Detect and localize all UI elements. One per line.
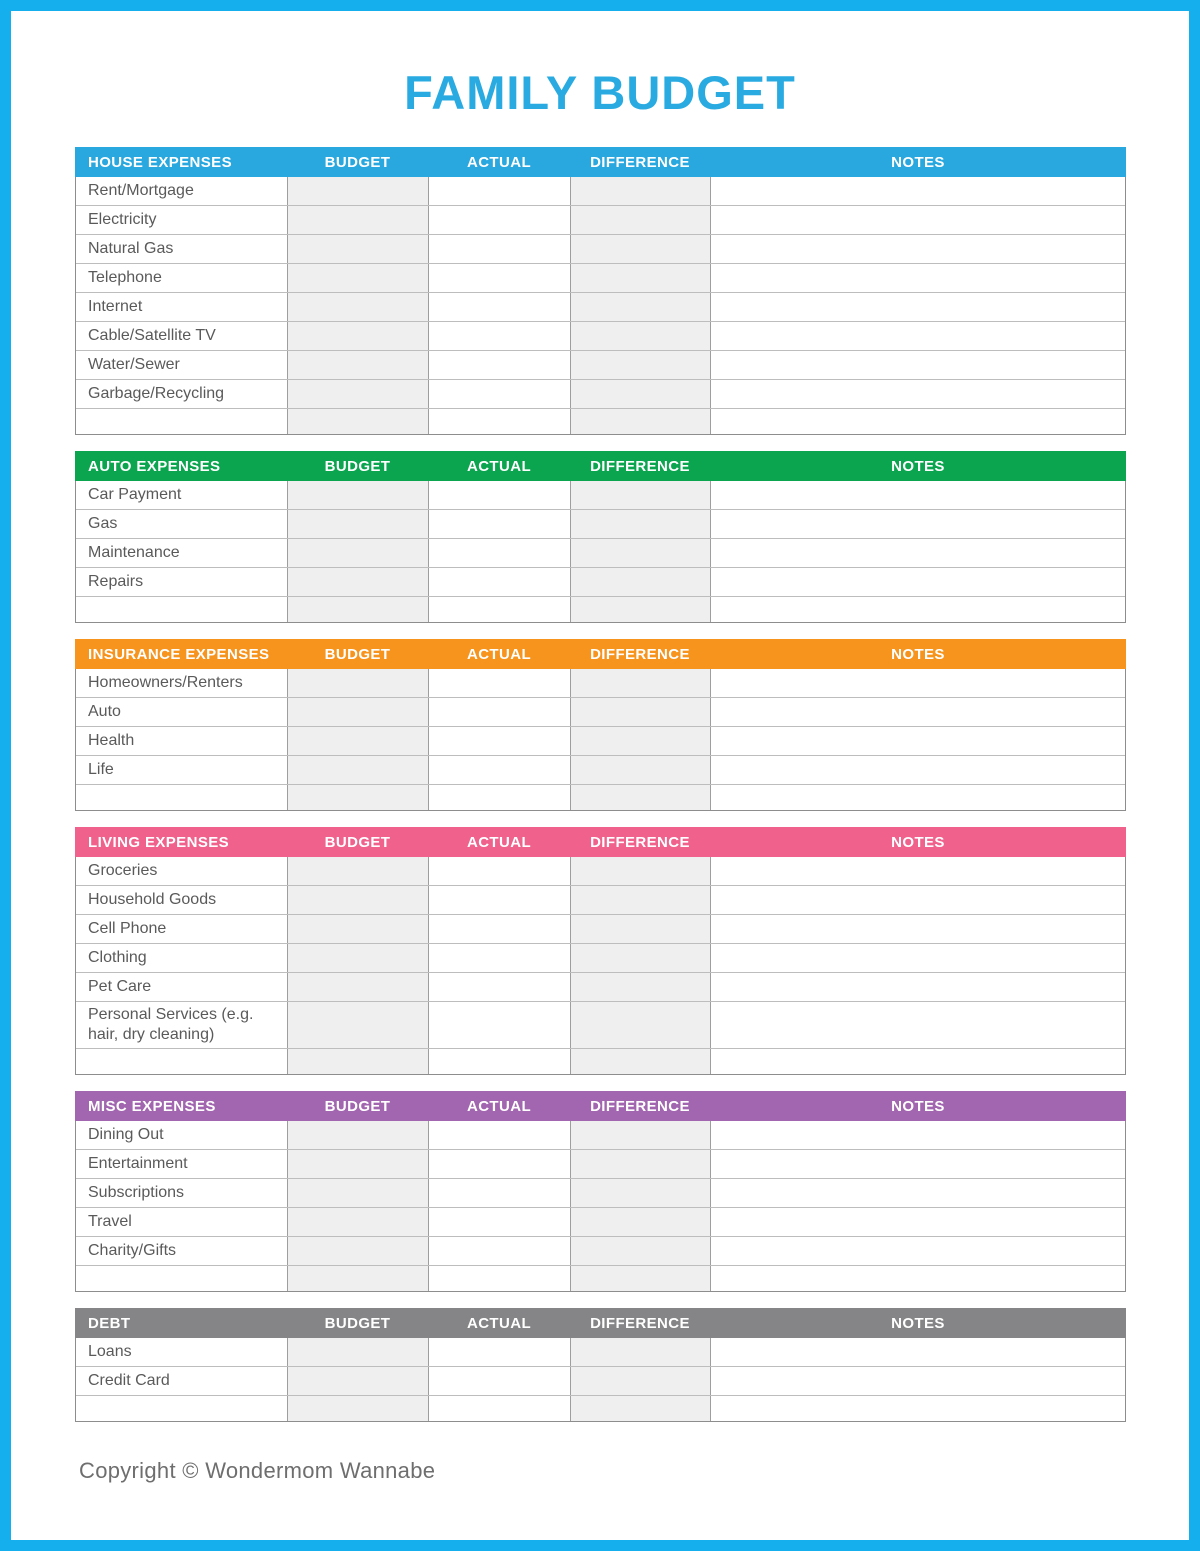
category-cell: Personal Services (e.g. hair, dry cleaning): [76, 1002, 288, 1048]
section-title: AUTO EXPENSES: [88, 457, 221, 475]
section-title: HOUSE EXPENSES: [88, 153, 232, 171]
category-cell: Water/Sewer: [76, 351, 288, 379]
budget-cell: [288, 944, 429, 972]
difference-cell: [571, 944, 711, 972]
empty-row: [76, 1266, 1125, 1291]
category-cell: Groceries: [76, 857, 288, 885]
expense-row: [76, 1121, 1125, 1150]
column-header-difference: DIFFERENCE: [590, 457, 690, 475]
notes-cell: [711, 727, 1125, 755]
column-header-notes: NOTES: [891, 645, 945, 663]
difference-cell: [571, 857, 711, 885]
notes-cell: [711, 886, 1125, 914]
actual-cell: [429, 1179, 571, 1207]
category-cell: Natural Gas: [76, 235, 288, 263]
budget-cell: [288, 177, 429, 205]
expense-row: [76, 264, 1125, 293]
notes-cell: [711, 597, 1125, 622]
difference-cell: [571, 1002, 711, 1048]
category-cell: Life: [76, 756, 288, 784]
actual-cell: [429, 177, 571, 205]
column-header-notes: NOTES: [891, 153, 945, 171]
difference-cell: [571, 1121, 711, 1149]
page-title: FAMILY BUDGET: [404, 66, 796, 119]
budget-cell: [288, 1179, 429, 1207]
category-cell: Charity/Gifts: [76, 1237, 288, 1265]
notes-cell: [711, 539, 1125, 567]
notes-cell: [711, 235, 1125, 263]
empty-row: [76, 409, 1125, 434]
category-cell: Cable/Satellite TV: [76, 322, 288, 350]
difference-cell: [571, 597, 711, 622]
column-header-budget: BUDGET: [324, 153, 391, 171]
difference-cell: [571, 669, 711, 697]
difference-cell: [571, 293, 711, 321]
column-header-budget: BUDGET: [324, 457, 391, 475]
actual-cell: [429, 1237, 571, 1265]
actual-cell: [429, 1208, 571, 1236]
budget-section-house-expenses: [75, 147, 1126, 435]
notes-cell: [711, 322, 1125, 350]
budget-section-living-expenses: [75, 827, 1126, 1075]
difference-cell: [571, 727, 711, 755]
actual-cell: [429, 1150, 571, 1178]
budget-cell: [288, 380, 429, 408]
category-cell: Auto: [76, 698, 288, 726]
category-cell: Gas: [76, 510, 288, 538]
expense-row: [76, 727, 1125, 756]
expense-row: [76, 886, 1125, 915]
section-header: [75, 639, 1126, 669]
section-body: [75, 177, 1126, 435]
notes-cell: [711, 1396, 1125, 1421]
section-header: [75, 1308, 1126, 1338]
actual-cell: [429, 235, 571, 263]
column-header-budget: BUDGET: [324, 833, 391, 851]
budget-cell: [288, 857, 429, 885]
difference-cell: [571, 1266, 711, 1291]
notes-cell: [711, 481, 1125, 509]
budget-cell: [288, 727, 429, 755]
budget-cell: [288, 510, 429, 538]
expense-row: [76, 1367, 1125, 1396]
category-cell: [76, 1396, 288, 1421]
expense-row: [76, 944, 1125, 973]
expense-row: [76, 857, 1125, 886]
actual-cell: [429, 351, 571, 379]
actual-cell: [429, 206, 571, 234]
category-cell: Cell Phone: [76, 915, 288, 943]
actual-cell: [429, 1049, 571, 1074]
difference-cell: [571, 481, 711, 509]
budget-cell: [288, 235, 429, 263]
expense-row: [76, 1150, 1125, 1179]
actual-cell: [429, 1338, 571, 1366]
budget-cell: [288, 915, 429, 943]
expense-row: [76, 915, 1125, 944]
budget-section-misc-expenses: [75, 1091, 1126, 1292]
difference-cell: [571, 1396, 711, 1421]
expense-row: [76, 973, 1125, 1002]
expense-row: [76, 1179, 1125, 1208]
budget-cell: [288, 1237, 429, 1265]
difference-cell: [571, 177, 711, 205]
budget-cell: [288, 539, 429, 567]
notes-cell: [711, 1208, 1125, 1236]
notes-cell: [711, 698, 1125, 726]
expense-row: [76, 1237, 1125, 1266]
difference-cell: [571, 1367, 711, 1395]
difference-cell: [571, 206, 711, 234]
notes-cell: [711, 409, 1125, 434]
notes-cell: [711, 1266, 1125, 1291]
difference-cell: [571, 915, 711, 943]
notes-cell: [711, 1338, 1125, 1366]
column-header-notes: NOTES: [891, 1097, 945, 1115]
notes-cell: [711, 1367, 1125, 1395]
category-cell: Pet Care: [76, 973, 288, 1001]
category-cell: Credit Card: [76, 1367, 288, 1395]
category-cell: [76, 785, 288, 810]
actual-cell: [429, 322, 571, 350]
difference-cell: [571, 1150, 711, 1178]
budget-cell: [288, 206, 429, 234]
expense-row: [76, 235, 1125, 264]
difference-cell: [571, 1049, 711, 1074]
category-cell: Rent/Mortgage: [76, 177, 288, 205]
difference-cell: [571, 235, 711, 263]
budget-cell: [288, 481, 429, 509]
actual-cell: [429, 409, 571, 434]
difference-cell: [571, 1208, 711, 1236]
difference-cell: [571, 785, 711, 810]
budget-cell: [288, 409, 429, 434]
budget-cell: [288, 1338, 429, 1366]
expense-row: [76, 351, 1125, 380]
difference-cell: [571, 756, 711, 784]
column-header-budget: BUDGET: [324, 1097, 391, 1115]
expense-row: [76, 481, 1125, 510]
difference-cell: [571, 351, 711, 379]
budget-cell: [288, 568, 429, 596]
notes-cell: [711, 973, 1125, 1001]
category-cell: Loans: [76, 1338, 288, 1366]
difference-cell: [571, 264, 711, 292]
category-cell: Entertainment: [76, 1150, 288, 1178]
category-cell: Electricity: [76, 206, 288, 234]
notes-cell: [711, 1150, 1125, 1178]
budget-cell: [288, 886, 429, 914]
difference-cell: [571, 973, 711, 1001]
actual-cell: [429, 698, 571, 726]
notes-cell: [711, 351, 1125, 379]
category-cell: Car Payment: [76, 481, 288, 509]
column-header-actual: ACTUAL: [466, 833, 532, 851]
expense-row: [76, 206, 1125, 235]
expense-row: [76, 380, 1125, 409]
section-title: DEBT: [88, 1314, 131, 1332]
difference-cell: [571, 510, 711, 538]
budget-section-debt: [75, 1308, 1126, 1422]
difference-cell: [571, 1338, 711, 1366]
notes-cell: [711, 568, 1125, 596]
notes-cell: [711, 756, 1125, 784]
budget-cell: [288, 756, 429, 784]
category-cell: Garbage/Recycling: [76, 380, 288, 408]
actual-cell: [429, 857, 571, 885]
notes-cell: [711, 264, 1125, 292]
budget-cell: [288, 293, 429, 321]
expense-row: [76, 568, 1125, 597]
actual-cell: [429, 785, 571, 810]
actual-cell: [429, 597, 571, 622]
actual-cell: [429, 293, 571, 321]
actual-cell: [429, 481, 571, 509]
notes-cell: [711, 785, 1125, 810]
category-cell: Repairs: [76, 568, 288, 596]
difference-cell: [571, 568, 711, 596]
actual-cell: [429, 915, 571, 943]
category-cell: Clothing: [76, 944, 288, 972]
actual-cell: [429, 568, 571, 596]
empty-row: [76, 1049, 1125, 1074]
section-body: [75, 669, 1126, 811]
category-cell: Telephone: [76, 264, 288, 292]
column-header-difference: DIFFERENCE: [590, 1314, 690, 1332]
budget-cell: [288, 973, 429, 1001]
actual-cell: [429, 727, 571, 755]
column-header-difference: DIFFERENCE: [590, 645, 690, 663]
copyright-text: Copyright © Wondermom Wannabe: [79, 1458, 436, 1483]
notes-cell: [711, 1002, 1125, 1048]
actual-cell: [429, 1266, 571, 1291]
actual-cell: [429, 510, 571, 538]
expense-row: [76, 669, 1125, 698]
actual-cell: [429, 539, 571, 567]
budget-cell: [288, 1208, 429, 1236]
budget-cell: [288, 669, 429, 697]
notes-cell: [711, 293, 1125, 321]
difference-cell: [571, 322, 711, 350]
budget-cell: [288, 785, 429, 810]
actual-cell: [429, 380, 571, 408]
difference-cell: [571, 698, 711, 726]
actual-cell: [429, 944, 571, 972]
column-header-actual: ACTUAL: [466, 645, 532, 663]
actual-cell: [429, 1121, 571, 1149]
difference-cell: [571, 380, 711, 408]
notes-cell: [711, 915, 1125, 943]
notes-cell: [711, 177, 1125, 205]
budget-cell: [288, 264, 429, 292]
budget-cell: [288, 1049, 429, 1074]
expense-row: [76, 1338, 1125, 1367]
actual-cell: [429, 669, 571, 697]
actual-cell: [429, 1002, 571, 1048]
expense-row: [76, 322, 1125, 351]
category-cell: Subscriptions: [76, 1179, 288, 1207]
budget-section-auto-expenses: [75, 451, 1126, 623]
budget-cell: [288, 1367, 429, 1395]
category-cell: Internet: [76, 293, 288, 321]
budget-cell: [288, 1266, 429, 1291]
actual-cell: [429, 886, 571, 914]
section-body: [75, 1121, 1126, 1292]
notes-cell: [711, 857, 1125, 885]
notes-cell: [711, 510, 1125, 538]
expense-row: [76, 539, 1125, 568]
empty-row: [76, 785, 1125, 810]
section-header: [75, 827, 1126, 857]
category-cell: Dining Out: [76, 1121, 288, 1149]
expense-row: [76, 293, 1125, 322]
column-header-difference: DIFFERENCE: [590, 1097, 690, 1115]
expense-row: [76, 177, 1125, 206]
notes-cell: [711, 380, 1125, 408]
section-title: LIVING EXPENSES: [88, 833, 230, 851]
category-cell: [76, 1049, 288, 1074]
notes-cell: [711, 1179, 1125, 1207]
section-body: [75, 857, 1126, 1075]
difference-cell: [571, 886, 711, 914]
section-title: MISC EXPENSES: [88, 1097, 216, 1115]
column-header-actual: ACTUAL: [466, 1314, 532, 1332]
category-cell: [76, 409, 288, 434]
notes-cell: [711, 1121, 1125, 1149]
actual-cell: [429, 264, 571, 292]
budget-cell: [288, 1121, 429, 1149]
section-body: [75, 1338, 1126, 1422]
budget-cell: [288, 351, 429, 379]
empty-row: [76, 597, 1125, 622]
expense-row: [76, 698, 1125, 727]
expense-row: [76, 1208, 1125, 1237]
difference-cell: [571, 409, 711, 434]
column-header-notes: NOTES: [891, 1314, 945, 1332]
actual-cell: [429, 756, 571, 784]
budget-cell: [288, 1396, 429, 1421]
category-cell: Homeowners/Renters: [76, 669, 288, 697]
column-header-notes: NOTES: [891, 457, 945, 475]
empty-row: [76, 1396, 1125, 1421]
section-header: [75, 1091, 1126, 1121]
actual-cell: [429, 1396, 571, 1421]
actual-cell: [429, 1367, 571, 1395]
difference-cell: [571, 1237, 711, 1265]
actual-cell: [429, 973, 571, 1001]
section-body: [75, 481, 1126, 623]
expense-row: [76, 510, 1125, 539]
category-cell: Maintenance: [76, 539, 288, 567]
notes-cell: [711, 206, 1125, 234]
budget-cell: [288, 1150, 429, 1178]
column-header-budget: BUDGET: [324, 645, 391, 663]
section-header: [75, 451, 1126, 481]
column-header-notes: NOTES: [891, 833, 945, 851]
notes-cell: [711, 669, 1125, 697]
category-cell: Health: [76, 727, 288, 755]
notes-cell: [711, 1049, 1125, 1074]
column-header-difference: DIFFERENCE: [590, 833, 690, 851]
category-cell: Household Goods: [76, 886, 288, 914]
budget-cell: [288, 597, 429, 622]
column-header-actual: ACTUAL: [466, 153, 532, 171]
column-header-difference: DIFFERENCE: [590, 153, 690, 171]
budget-section-insurance-expenses: [75, 639, 1126, 811]
budget-cell: [288, 698, 429, 726]
section-title: INSURANCE EXPENSES: [88, 645, 270, 663]
difference-cell: [571, 539, 711, 567]
category-cell: Travel: [76, 1208, 288, 1236]
budget-cell: [288, 322, 429, 350]
expense-row: [76, 1002, 1125, 1049]
notes-cell: [711, 944, 1125, 972]
category-cell: [76, 597, 288, 622]
section-header: [75, 147, 1126, 177]
difference-cell: [571, 1179, 711, 1207]
notes-cell: [711, 1237, 1125, 1265]
column-header-actual: ACTUAL: [466, 1097, 532, 1115]
expense-row: [76, 756, 1125, 785]
column-header-actual: ACTUAL: [466, 457, 532, 475]
budget-tables: [75, 147, 1126, 1422]
column-header-budget: BUDGET: [324, 1314, 391, 1332]
category-cell: [76, 1266, 288, 1291]
budget-cell: [288, 1002, 429, 1048]
